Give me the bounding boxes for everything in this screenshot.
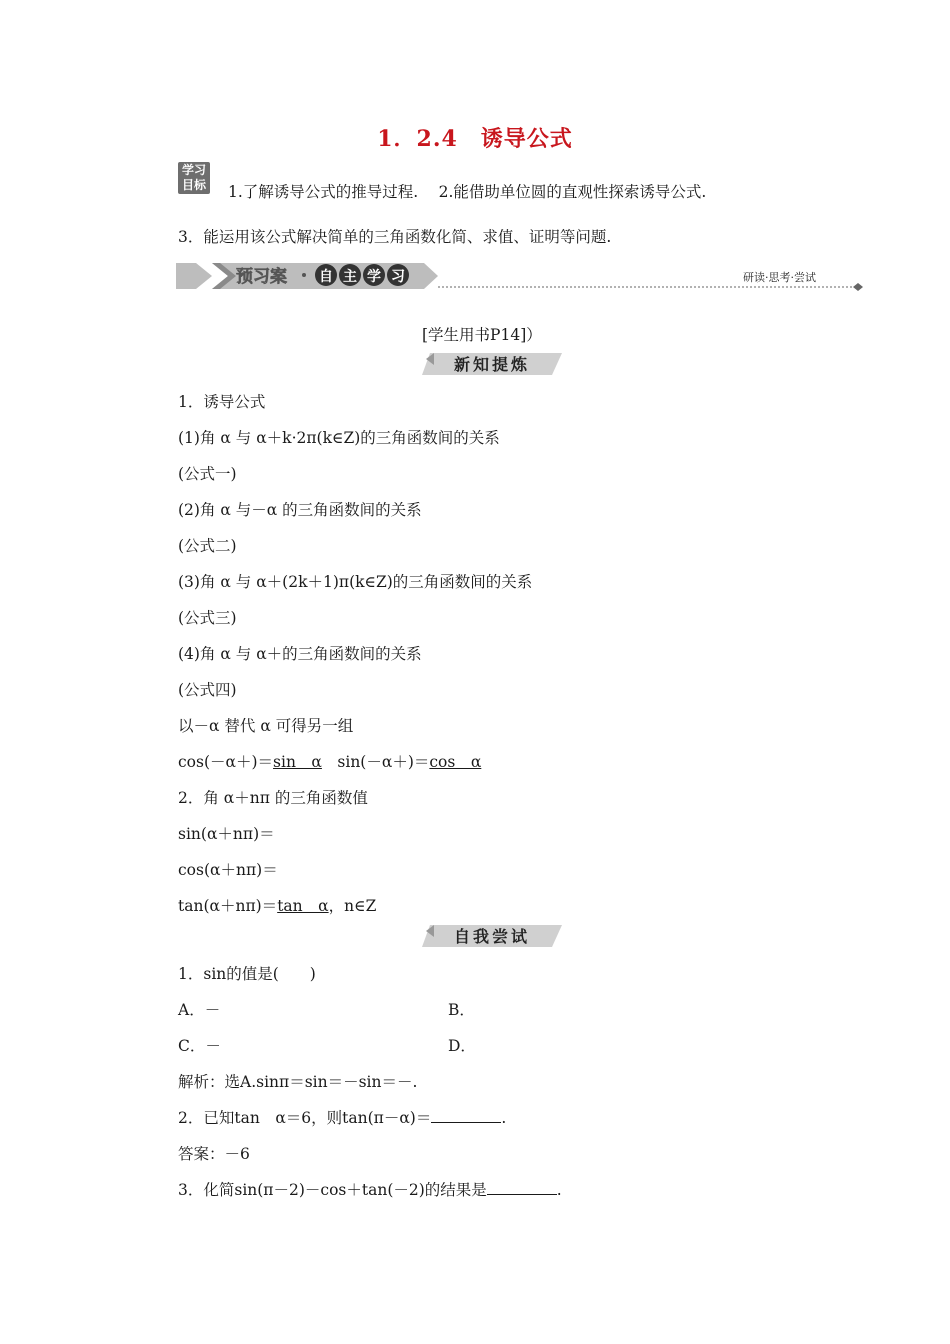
question-3 [178,1178,562,1200]
learning-objectives-badge [178,162,210,194]
cos-answer: sin α [273,753,322,771]
knowledge-line-3: (公式一) [178,465,237,483]
cos-line: cos(α＋nπ)＝ [178,861,278,879]
question-1: 1．sin的值是( ) [178,965,316,983]
knowledge-line-4: (2)角 α 与－α 的三角函数间的关系 [178,501,422,519]
knowledge-line-7: (公式三) [178,609,237,627]
q3-suffix: . [556,1181,562,1199]
q2-blank [431,1108,501,1123]
page-title: 1．2.4 诱导公式 [377,126,573,152]
q2-prefix: 2．已知tan α＝6，则tan(π－α)＝ [178,1109,432,1127]
banner-char-2 [339,264,361,286]
svg-text:学: 学 [367,269,381,285]
option-d: D． [448,1037,476,1055]
svg-text:主: 主 [343,269,357,285]
section-banner [176,259,868,293]
tan-prefix: tan(α＋nπ)＝ [178,897,278,915]
objective-line-2: 3．能运用该公式解决简单的三角函数化简、求值、证明等问题. [178,228,612,246]
badge-line1: 学习 [181,163,206,177]
sin-prefix: sin(－α＋)＝ [321,753,430,771]
knowledge-line-1: 1．诱导公式 [178,393,266,411]
tan-answer: tan α [277,897,329,915]
question-2 [178,1106,506,1128]
banner-char-3 [363,264,385,286]
cos-prefix: cos(－α＋)＝ [178,753,274,771]
option-c: C．－ [178,1037,221,1055]
knowledge-line-9: (公式四) [178,681,237,699]
banner-right-text: 研读·思考·尝试 [743,271,816,284]
sin-line: sin(α＋nπ)＝ [178,825,275,843]
svg-text:新知提炼: 新知提炼 [453,355,531,374]
section-heading-self-test [422,921,562,951]
knowledge-line-2: (1)角 α 与 α＋k·2π(k∈Z)的三角函数间的关系 [178,429,500,447]
knowledge-line-5: (公式二) [178,537,237,555]
knowledge-line-6: (3)角 α 与 α＋(2k＋1)π(k∈Z)的三角函数间的关系 [178,573,533,591]
svg-text:自: 自 [319,269,333,285]
svg-text:习: 习 [391,269,405,285]
banner-char-4 [387,264,409,286]
svg-text:自我尝试: 自我尝试 [453,927,531,946]
banner-char-1 [315,264,337,286]
q3-prefix: 3．化简sin(π－2)－cos＋tan(－2)的结果是 [178,1181,487,1199]
answer: 答案：－6 [178,1145,250,1163]
tan-suffix: ，n∈Z [328,897,377,915]
banner-left-text: 预习案 [236,267,287,287]
tan-line [178,894,376,916]
objective-line-1: 1.了解诱导公式的推导过程. 2.能借助单位圆的直观性探索诱导公式. [228,183,707,201]
knowledge-line-10: 以－α 替代 α 可得另一组 [178,717,354,735]
book-reference: [学生用书P14]） [422,326,542,344]
knowledge-line-8: (4)角 α 与 α＋的三角函数间的关系 [178,645,422,663]
badge-line2: 目标 [181,178,206,192]
formula-line [178,750,481,772]
item-2-heading: 2．角 α＋nπ 的三角函数值 [178,789,368,807]
q3-blank [487,1180,557,1195]
sin-answer: cos α [429,753,482,771]
analysis: 解析：选A.sinπ＝sin＝－sin＝－. [178,1073,418,1091]
section-heading-new-knowledge [422,349,562,379]
option-a: A．－ [178,1001,221,1019]
option-b: B． [448,1001,475,1019]
q2-suffix: . [501,1109,507,1127]
